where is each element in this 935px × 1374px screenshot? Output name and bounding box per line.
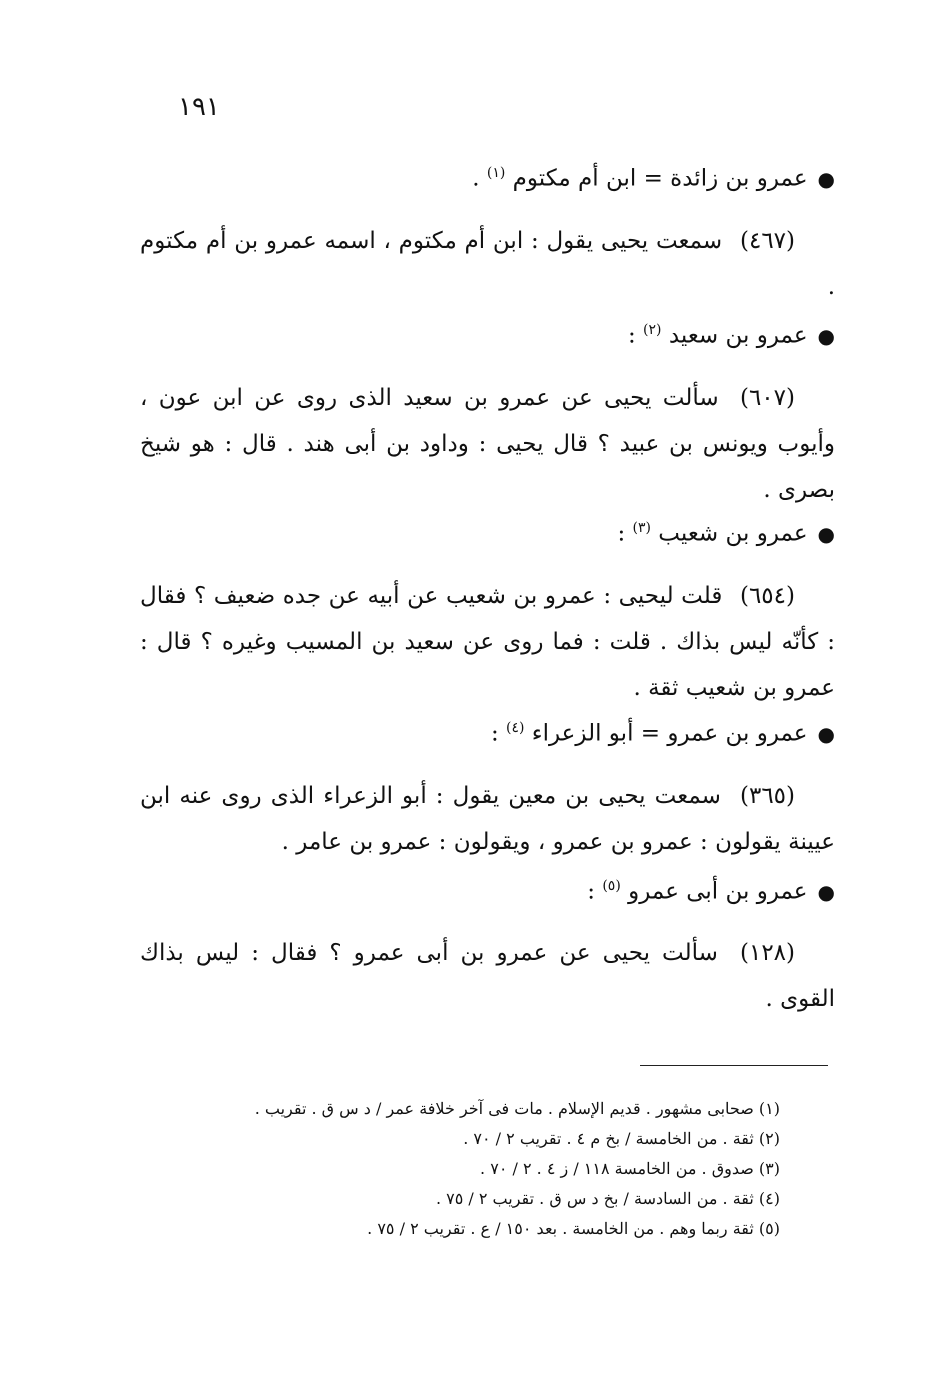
heading-end: : [627, 322, 644, 349]
heading-end: : [490, 720, 506, 747]
heading-text: عمرو بن شعيب [658, 520, 808, 547]
narration-text: سألت يحيى عن عمرو بن سعيد الذى روى عن ابن عون ، وأيوب ويونس بن عبيد ؟ قال يحيى : وداود بن أبى هند . قال : هو شيخ بصرى . [140, 385, 835, 503]
narration-number: (٦٠٧) [739, 385, 795, 411]
heading-text: عمرو بن عمرو = أبو الزعراء [531, 720, 808, 747]
narration [140, 375, 835, 513]
narration-number: (١٢٨) [739, 940, 796, 966]
bullet-icon: ● [817, 879, 835, 904]
entry-heading [628, 322, 835, 349]
narration-text: سمعت يحيى يقول : ابن أم مكتوم ، اسمه عمرو بن أم مكتوم . [140, 228, 835, 300]
footnote-ref: (٢) [643, 322, 662, 338]
page-number: ١٩١ [178, 92, 220, 122]
footnote-separator [640, 1065, 828, 1066]
heading-text: عمرو بن زائدة = ابن أم مكتوم [512, 165, 808, 192]
narration-number: (٤٦٧) [739, 228, 796, 254]
bullet-icon: ● [817, 166, 835, 191]
narration-number: (٣٦٥) [739, 783, 796, 809]
footnote-ref: (٥) [602, 878, 621, 894]
narration [140, 573, 835, 711]
footnote: (٥) ثقة ربما وهم . من الخامسة . بعد ١٥٠ / ع . تقريب ٢ / ٧٥ . [367, 1219, 780, 1238]
footnote-ref: (٤) [506, 720, 525, 736]
narration [140, 218, 835, 310]
bullet-icon: ● [817, 521, 835, 546]
heading-text: عمرو بن سعيد [668, 322, 808, 349]
footnote: (٢) ثقة . من الخامسة / بخ م ٤ . تقريب ٢ / ٧٠ . [463, 1129, 780, 1148]
narration-text: سألت يحيى عن عمرو بن أبى عمرو ؟ فقال : ليس بذاك القوى . [140, 940, 835, 1012]
narration-number: (٦٥٤) [739, 583, 795, 609]
narration [140, 930, 835, 1022]
entry-heading [617, 520, 835, 547]
footnote: (٤) ثقة . من السادسة / بخ د س ق . تقريب ٢ / ٧٥ . [435, 1189, 780, 1208]
heading-end: . [472, 165, 487, 192]
bullet-icon: ● [817, 721, 835, 746]
footnote: (٣) صدوق . من الخامسة ١١٨ / ز ٤ . ٢ / ٧٠ . [480, 1159, 780, 1178]
narration-text: قلت ليحيى : عمرو بن شعيب عن أبيه عن جده ضعيف ؟ فقال : كأنّه ليس بذاك . قلت : فما روى عن سعيد بن المسيب وغيره ؟ قال : عمرو بن شعيب ثقة . [140, 583, 835, 701]
footnote-ref: (٣) [632, 520, 651, 536]
entry-heading [587, 878, 835, 905]
heading-end: : [587, 878, 603, 905]
bullet-icon: ● [817, 323, 835, 348]
footnote: (١) صحابى مشهور . قديم الإسلام . مات فى آخر خلافة عمر / د س ق . تقريب . [254, 1099, 780, 1118]
footnotes [120, 1094, 780, 1244]
entry-heading [491, 720, 835, 747]
heading-end: : [617, 520, 633, 547]
heading-text: عمرو بن أبى عمرو [628, 878, 808, 905]
narration-text: سمعت يحيى بن معين يقول : أبو الزعراء الذى روى عنه ابن عيينة يقولون : عمرو بن عمرو ، ويقولون : عمرو بن عامر . [140, 783, 835, 855]
entry-heading [472, 165, 835, 192]
narration [140, 773, 835, 865]
footnote-ref: (١) [486, 165, 506, 181]
